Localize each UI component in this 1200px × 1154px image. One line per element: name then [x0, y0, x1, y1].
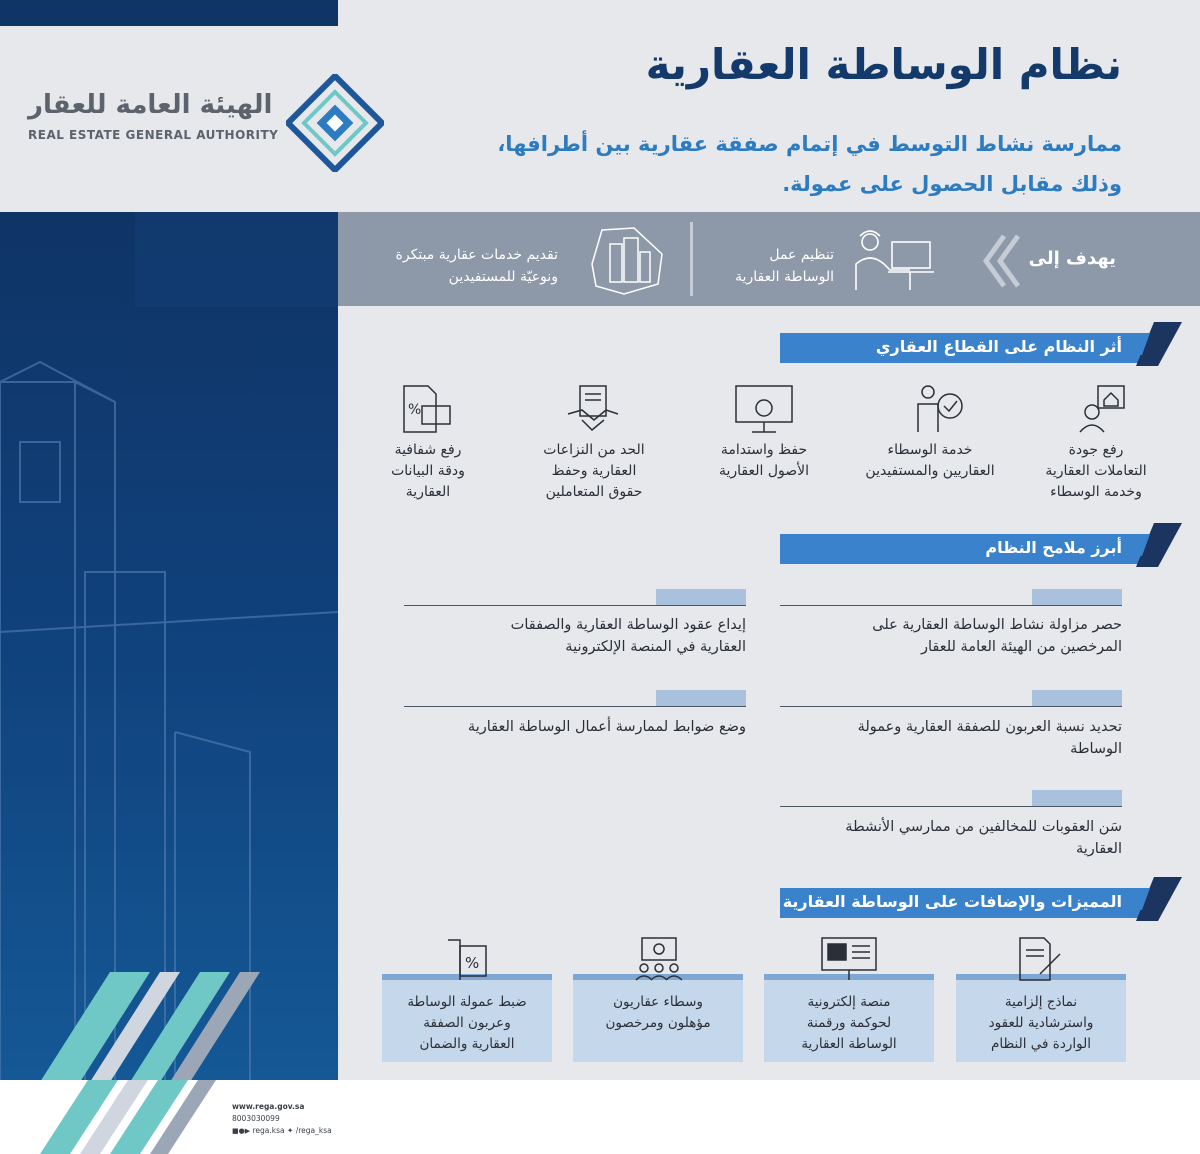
impact-item-transparency: [370, 440, 486, 503]
footer-phone: 8003030099: [232, 1114, 280, 1123]
feature-r1-line-2: المرخصين من الهيئة العامة للعقار: [920, 639, 1122, 655]
goal-item-services: [338, 244, 558, 288]
impact-item-assets: [704, 440, 824, 482]
footer-social: [232, 1126, 332, 1135]
footer-twitter-handle[interactable]: /rega_ksa: [295, 1126, 332, 1135]
feature-l1-line-2: العقارية في المنصة الإلكترونية: [565, 639, 746, 655]
impact-2-line-2: العقاريين والمستفيدين: [865, 463, 995, 479]
feature-right-2: [742, 716, 1122, 760]
card-1-line-1: نماذج إلزامية: [1004, 994, 1078, 1010]
goal-item-organize: [704, 244, 834, 288]
feature-r3-line-1: سَن العقوبات للمخالفين من ممارسي الأنشطة: [845, 819, 1122, 835]
goal-1-line-2: الوساطة العقارية: [735, 269, 834, 285]
feature-l1-line-1: إيداع عقود الوساطة العقارية والصفقات: [510, 617, 746, 633]
impact-1-line-1: رفع جودة: [1068, 442, 1124, 458]
goal-1-line-1: تنظيم عمل: [769, 247, 834, 263]
percent-document-icon: [400, 384, 454, 436]
subtitle-line-1: ممارسة نشاط التوسط في إتمام صفقة عقارية بين أطرافها،: [497, 132, 1122, 156]
section-flag-icon: [1136, 322, 1182, 366]
feature-tab: [1032, 589, 1122, 605]
impact-4-line-2: العقارية وحفظ: [551, 463, 637, 479]
feature-r2-line-2: الوساطة: [1070, 741, 1122, 757]
feature-tab: [1032, 790, 1122, 806]
impact-section-title: أثر النظام على القطاع العقاري: [875, 337, 1122, 356]
handshake-document-icon: [566, 384, 620, 436]
card-4-line-1: ضبط عمولة الوساطة: [407, 994, 527, 1010]
impact-item-service: [848, 440, 1012, 482]
rega-logo-icon: [286, 74, 384, 172]
feature-divider: [404, 605, 746, 606]
impact-4-line-3: حقوق المتعاملين: [545, 484, 643, 500]
impact-5-line-1: رفع شفافية: [394, 442, 462, 458]
impact-2-line-1: خدمة الوسطاء: [887, 442, 973, 458]
logo-arabic-name: الهيئة العامة للعقار: [28, 90, 273, 120]
svg-text:%: %: [465, 954, 480, 972]
feature-r2-line-1: تحديد نسبة العربون للصفقة العقارية وعمولة: [857, 719, 1122, 735]
feature-l2-line-1: وضع ضوابط لممارسة أعمال الوساطة العقارية: [467, 719, 746, 735]
footer-website-link[interactable]: www.rega.gov.sa: [232, 1102, 305, 1111]
footer-social-handle[interactable]: rega.ksa: [252, 1126, 285, 1135]
goal-2-line-1: تقديم خدمات عقارية مبتكرة: [395, 247, 558, 263]
card-2-line-1: منصة إلكترونية: [807, 994, 891, 1010]
goals-divider: [690, 222, 693, 296]
advantage-card-agents: [573, 992, 743, 1034]
feature-divider: [780, 806, 1122, 807]
chevron-left-icon: [982, 232, 1022, 290]
advantages-section-title: المميزات والإضافات على الوساطة العقارية: [782, 892, 1122, 911]
goal-2-line-2: ونوعيّة للمستفيدين: [448, 269, 558, 285]
card-4-line-3: العقارية والضمان: [419, 1036, 515, 1052]
feature-divider: [780, 605, 1122, 606]
feature-r3-line-2: العقارية: [1075, 841, 1122, 857]
card-3-line-1: وسطاء عقاريون: [613, 994, 703, 1010]
impact-1-line-2: التعاملات العقارية: [1045, 463, 1147, 479]
buildings-illustration: [0, 212, 338, 1080]
impact-4-line-1: الحد من النزاعات: [543, 442, 645, 458]
impact-5-line-2: ودقة البيانات: [391, 463, 465, 479]
section-flag-icon: [1136, 877, 1182, 921]
impact-item-quality: [1036, 440, 1156, 503]
engineer-laptop-icon: [850, 224, 936, 292]
social-icons[interactable]: ■●▶: [232, 1127, 251, 1135]
impact-3-line-1: حفظ واستدامة: [720, 442, 808, 458]
feature-right-3: [742, 816, 1122, 860]
feature-tab: [656, 690, 746, 706]
percent-scroll-icon: [444, 936, 490, 982]
feature-r1-line-1: حصر مزاولة نشاط الوساطة العقارية على: [872, 617, 1122, 633]
impact-1-line-3: وخدمة الوسطاء: [1050, 484, 1142, 500]
person-check-icon: [910, 384, 966, 434]
diagonal-stripes-graphic: [40, 972, 260, 1080]
impact-3-line-2: الأصول العقارية: [718, 463, 810, 479]
card-3-line-2: مؤهلون ومرخصون: [605, 1015, 711, 1031]
agent-house-icon: [1076, 384, 1126, 434]
features-section-title: أبرز ملامح النظام: [985, 538, 1122, 557]
footer-stripes-graphic: [40, 1080, 230, 1154]
twitter-icon[interactable]: ✦: [287, 1126, 294, 1135]
feature-divider: [404, 706, 746, 707]
advantage-card-templates: [956, 992, 1126, 1055]
feature-divider: [780, 706, 1122, 707]
top-strip: [0, 0, 338, 26]
subtitle-line-2: وذلك مقابل الحصول على عمولة.: [782, 172, 1122, 196]
left-decorative-panel: [0, 212, 338, 1080]
feature-tab: [656, 589, 746, 605]
impact-5-line-3: العقارية: [405, 484, 451, 500]
section-flag-icon: [1136, 523, 1182, 567]
impact-item-disputes: [526, 440, 662, 503]
card-4-line-2: وعربون الصفقة: [423, 1015, 511, 1031]
page-title: نظام الوساطة العقارية: [645, 40, 1122, 89]
city-map-icon: [584, 224, 670, 296]
advantage-card-commission: [382, 992, 552, 1055]
feature-tab: [1032, 690, 1122, 706]
card-1-line-2: واسترشادية للعقود: [988, 1015, 1094, 1031]
page-subtitle: [402, 124, 1122, 204]
feature-left-2: [366, 716, 746, 738]
goals-label: يهدف إلى: [1028, 248, 1116, 269]
card-2-line-2: لحوكمة ورقمنة: [806, 1015, 892, 1031]
feature-right-1: [742, 614, 1122, 658]
feature-left-1: [366, 614, 746, 658]
agents-gear-icon: [634, 936, 684, 982]
card-2-line-3: الوساطة العقارية: [801, 1036, 897, 1052]
contract-pen-icon: [1016, 936, 1062, 982]
svg-text:%: %: [408, 402, 422, 418]
logo-english-name: REAL ESTATE GENERAL AUTHORITY: [28, 128, 279, 142]
monitor-gear-icon: [734, 384, 794, 436]
screen-platform-icon: [820, 936, 878, 982]
advantage-card-platform: [764, 992, 934, 1055]
card-1-line-3: الواردة في النظام: [991, 1036, 1091, 1052]
